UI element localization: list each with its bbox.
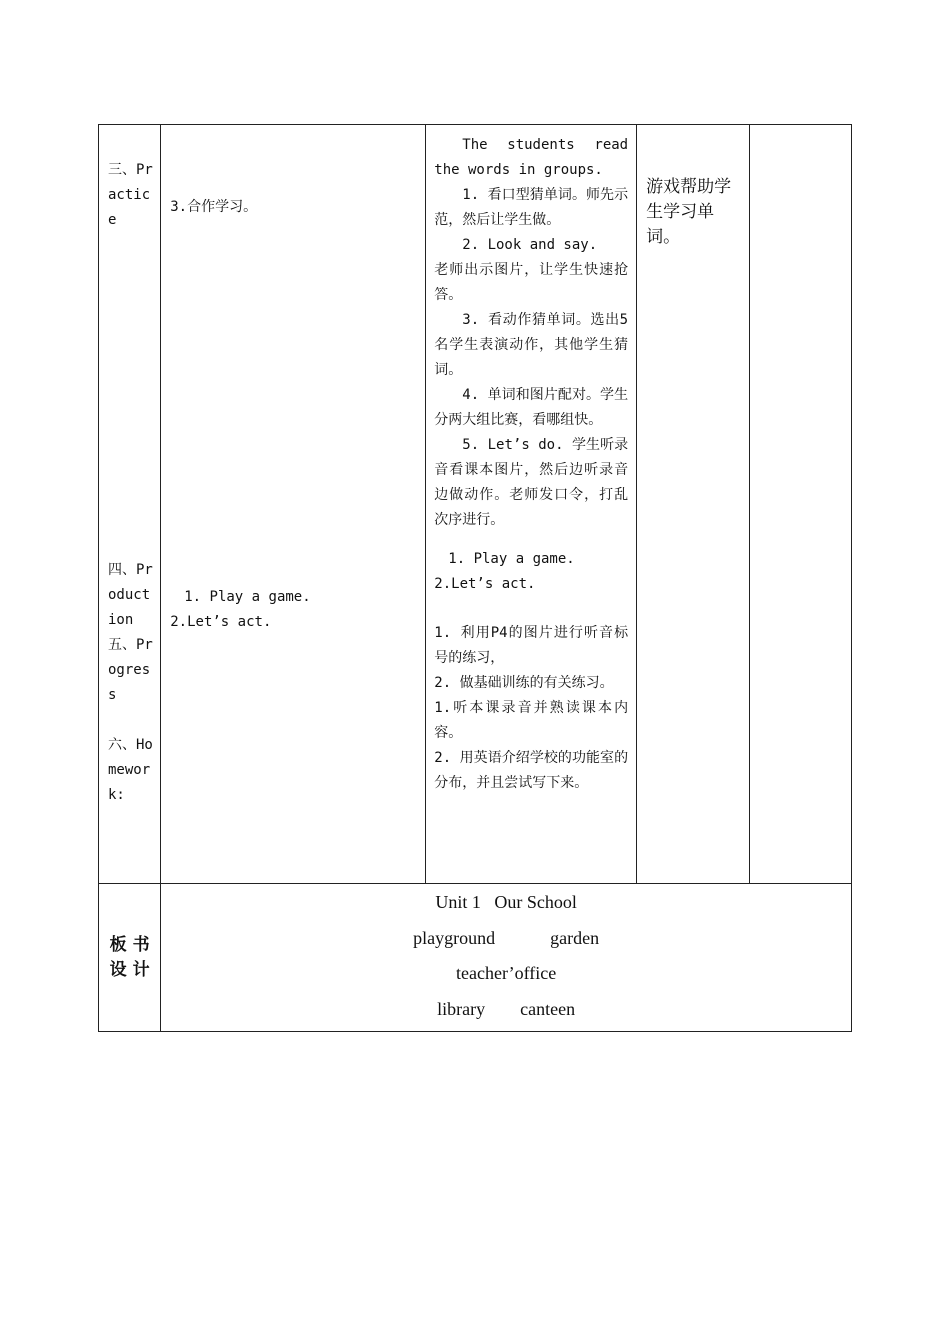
- board-row-1: playground garden: [413, 927, 600, 948]
- steps-progress-1: 1. 利用P4的图片进行听音标号的练习，: [434, 625, 629, 666]
- steps-homework-2: 2. 用英语介绍学校的功能室的分布，并且尝试写下来。: [434, 750, 629, 791]
- purpose-cell: [637, 125, 749, 884]
- steps-homework-1: 1.听本课录音并熟读课本内容。: [434, 700, 629, 741]
- steps-production-1: 1. Play a game.: [448, 551, 575, 567]
- table-row: [99, 884, 852, 1032]
- board-row-2: teacher’office: [455, 963, 557, 983]
- table-row: [99, 125, 852, 884]
- steps-production-2: 2.Let’s act.: [434, 576, 536, 592]
- stage-practice: 三、Pr actic e: [108, 162, 153, 228]
- stage-homework: 六、Ho mewor k:: [108, 737, 153, 803]
- steps-item-2-detail: 老师出示图片，让学生快速抢答。: [434, 262, 629, 303]
- activity-practice: 3.合作学习。: [170, 199, 258, 215]
- steps-item-2: 2. Look and say.: [462, 237, 598, 253]
- stage-cell: [99, 125, 161, 884]
- board-title: Unit 1 Our School: [435, 892, 577, 912]
- board-row-3: library canteen: [437, 998, 576, 1019]
- steps-progress-2: 2. 做基础训练的有关练习。: [434, 675, 614, 691]
- lesson-plan-table: [98, 124, 852, 1032]
- activity-production-2: 2.Let’s act.: [170, 614, 272, 630]
- activity-cell: [161, 125, 426, 884]
- board-label: 板 书 设 计: [99, 884, 161, 1032]
- steps-item-4: 4. 单词和图片配对。学生分两大组比赛，看哪组快。: [434, 387, 629, 428]
- steps-item-3: 3. 看动作猜单词。选出5名学生表演动作，其他学生猜词。: [434, 312, 629, 378]
- purpose-text: 游戏帮助学生学习单词。: [646, 177, 732, 247]
- steps-cell: [426, 125, 637, 884]
- steps-intro: The students read the words in groups.: [434, 137, 629, 178]
- stage-progress: 五、Pr ogres s: [108, 637, 153, 703]
- activity-production-1: 1. Play a game.: [184, 589, 311, 605]
- empty-cell: [749, 125, 851, 884]
- steps-item-5: 5. Let’s do. 学生听录音看课本图片，然后边听录音边做动作。老师发口令，打乱次序进行。: [434, 437, 629, 528]
- stage-production: 四、Pr oduct ion: [108, 562, 153, 628]
- steps-item-1: 1. 看口型猜单词。师先示范，然后让学生做。: [434, 187, 629, 228]
- board-design: [161, 884, 852, 1032]
